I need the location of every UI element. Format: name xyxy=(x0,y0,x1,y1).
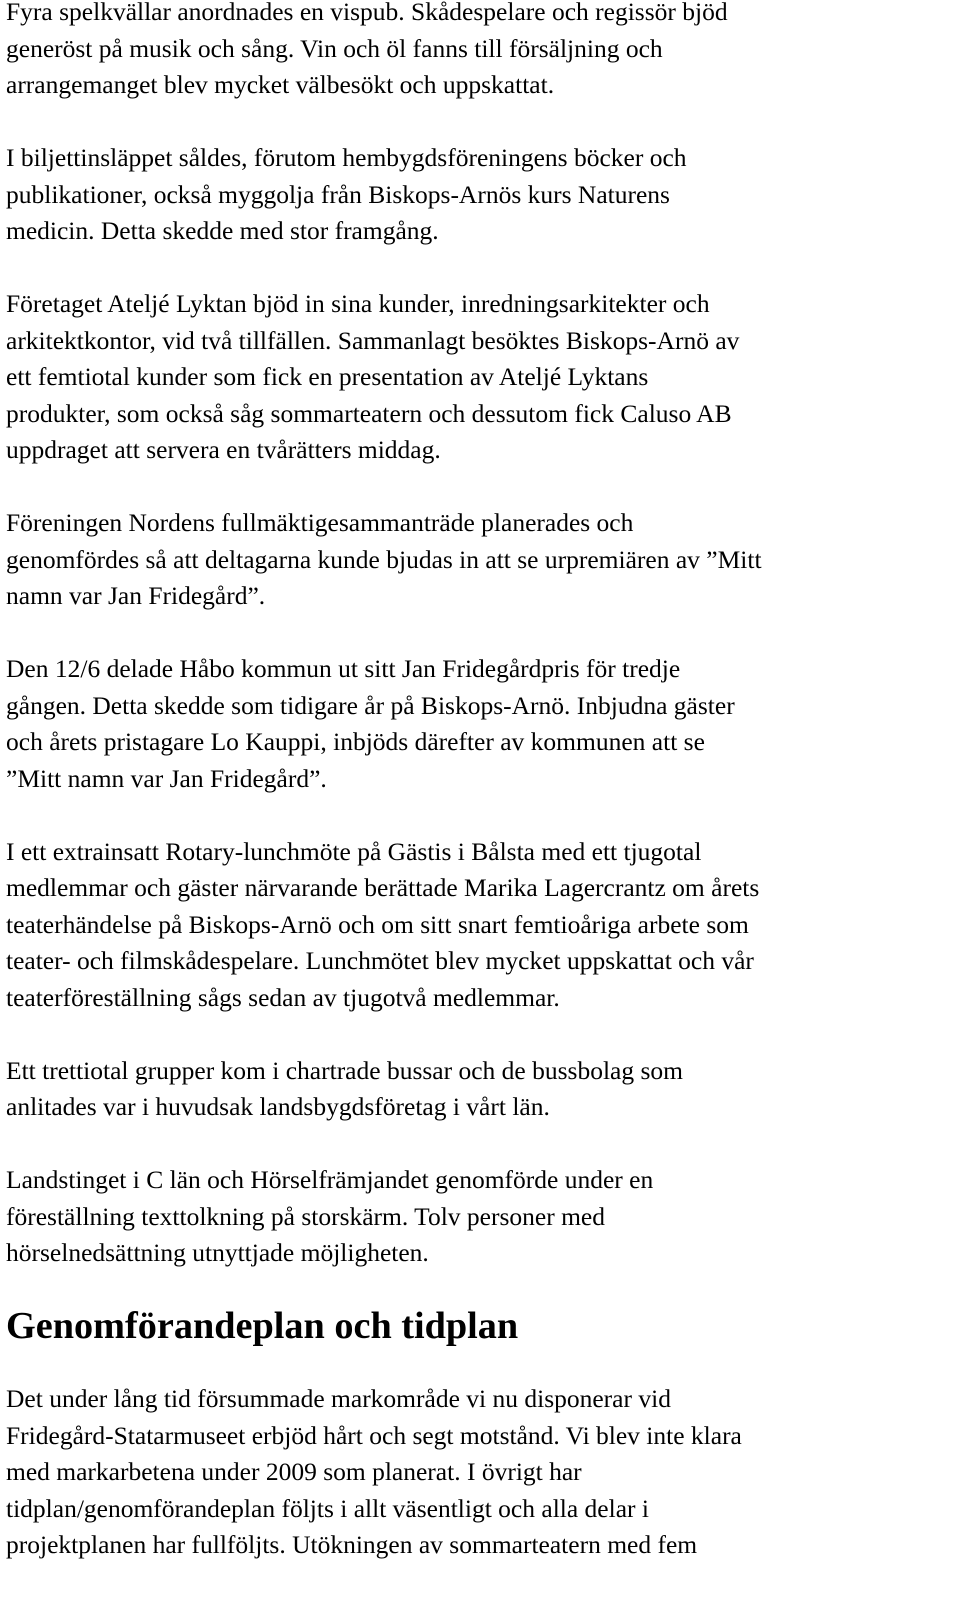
text-line: och årets pristagare Lo Kauppi, inbjöds därefter av kommunen att se xyxy=(6,727,705,756)
text-line: hörselnedsättning utnyttjade möjligheten. xyxy=(6,1238,429,1267)
paragraph-markomrade xyxy=(6,1381,956,1564)
text-line: Den 12/6 delade Håbo kommun ut sitt Jan Fridegårdpris för tredje xyxy=(6,654,681,683)
paragraph-ateljé-lyktan xyxy=(6,286,956,469)
text-line: tidplan/genomförandeplan följts i allt väsentligt och alla delar i xyxy=(6,1493,649,1523)
text-line: I ett extrainsatt Rotary-lunchmöte på Gästis i Bålsta med ett tjugotal xyxy=(6,836,702,866)
paragraph-biljettinslapp xyxy=(6,140,956,250)
paragraph-vispub xyxy=(6,0,956,104)
section-heading xyxy=(6,1305,956,1347)
text-line: produkter, som också såg sommarteatern och dessutom fick Caluso AB xyxy=(6,398,732,428)
text-line: publikationer, också myggolja från Biskops-Arnös kurs Naturens xyxy=(6,179,670,209)
text-line: ”Mitt namn var Jan Fridegård”. xyxy=(6,763,327,793)
text-line: teaterföreställning sågs sedan av tjugotvå medlemmar. xyxy=(6,982,560,1012)
text-line: Landstinget i C län och Hörselfrämjandet genomförde under en xyxy=(6,1165,654,1194)
text-line: Fridegård-Statarmuseet erbjöd hårt och segt motstånd. Vi blev inte klara xyxy=(6,1420,742,1450)
text-line: Föreningen Nordens fullmäktigesammanträde planerades och xyxy=(6,508,634,537)
paragraph-fridegardpris xyxy=(6,651,956,797)
text-line: uppdraget att servera en tvårätters middag. xyxy=(6,435,441,464)
text-line: arkitektkontor, vid två tillfällen. Sammanlagt besöktes Biskops-Arnö av xyxy=(6,325,740,355)
text-line: medlemmar och gäster närvarande berättade Marika Lagercrantz om årets xyxy=(6,873,760,902)
text-line: I biljettinsläppet såldes, förutom hembygdsföreningens böcker och xyxy=(6,143,687,172)
text-line: anlitades var i huvudsak landsbygdsföretag i vårt län. xyxy=(6,1092,550,1121)
text-line: teaterhändelse på Biskops-Arnö och om sitt snart femtioåriga arbete som xyxy=(6,909,749,939)
text-line: projektplanen har fullföljts. Utökningen av sommarteatern med fem xyxy=(6,1530,698,1559)
paragraph-bussar xyxy=(6,1053,956,1126)
paragraph-foreningen-norden xyxy=(6,505,956,615)
text-line: föreställning texttolkning på storskärm. Tolv personer med xyxy=(6,1201,606,1231)
text-line: genomfördes så att deltagarna kunde bjudas in att se urpremiären av ”Mitt xyxy=(6,544,762,574)
text-line: Det under lång tid försummade markområde vi nu disponerar vid xyxy=(6,1384,671,1413)
text-line: med markarbetena under 2009 som planerat. I övrigt har xyxy=(6,1457,582,1486)
text-line: Företaget Ateljé Lyktan bjöd in sina kunder, inredningsarkitekter och xyxy=(6,289,710,318)
paragraph-rotary xyxy=(6,834,956,1017)
text-line: generöst på musik och sång. Vin och öl fanns till försäljning och xyxy=(6,33,663,63)
text-line: ett femtiotal kunder som fick en presentation av Ateljé Lyktans xyxy=(6,362,649,391)
text-line: arrangemanget blev mycket välbesökt och uppskattat. xyxy=(6,70,555,99)
text-line: Ett trettiotal grupper kom i chartrade bussar och de bussbolag som xyxy=(6,1055,683,1085)
heading-text: Genomförandeplan och tidplan xyxy=(6,1305,519,1347)
paragraph-landstinget xyxy=(6,1162,956,1272)
text-line: Fyra spelkvällar anordnades en vispub. Skådespelare och regissör bjöd xyxy=(6,0,728,26)
document-page xyxy=(6,0,956,1600)
text-line: gången. Detta skedde som tidigare år på Biskops-Arnö. Inbjudna gäster xyxy=(6,690,735,720)
text-line: medicin. Detta skedde med stor framgång. xyxy=(6,216,439,245)
text-line: namn var Jan Fridegård”. xyxy=(6,581,266,610)
text-line: teater- och filmskådespelare. Lunchmötet blev mycket uppskattat och vår xyxy=(6,946,754,975)
